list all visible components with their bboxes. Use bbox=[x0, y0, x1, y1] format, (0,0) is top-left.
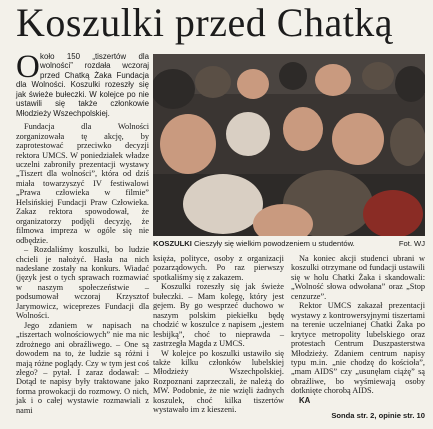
headline: Koszulki przed Chatką bbox=[16, 0, 394, 45]
caption-label: KOSZULKI bbox=[153, 239, 192, 248]
article-photo bbox=[153, 54, 425, 236]
photo-credit: Fot. WJ bbox=[398, 239, 425, 248]
body-paragraph: Fundacja dla Wolności zorganizowała tę akcję, by zaprotestować przeciwko decyzji rektora UMCS. W poniedziałek władze uczelni zabroniły prezentacji wystawy „Tiszert dla wolności”, która od dziś miała towarzyszyć IV festiwalowi „Prawa człowieka w filmie” Helsińskiej Fundacji Praw Człowieka. Zakaz rektora spowodował, że organizatorzy podjęli decyzję, że filmowa impreza w ogóle się nie odbędzie. bbox=[16, 122, 149, 245]
crowd-photo-illustration bbox=[153, 54, 425, 236]
drop-cap: O bbox=[16, 49, 40, 85]
body-paragraph: – Rozdaliśmy koszulki, bo ludzie chcieli je nałożyć. Hasła na nich nadesłane zostały na konkurs. Wiadać (język jest o tych sprawach rozmawiać w naszym społeczeństwie – podsumował wczoraj Krzysztof Jarymowicz, wiceprezes Fundacji dla Wolności. bbox=[16, 245, 149, 321]
body-paragraph: W kolejce po koszulki ustawiło się także kilku członków lubelskiej Młodzieży Wszechpolskiej. Rozpoznani zaprzeczali, że należą do MW. Podobnie, że nie wzięli żadnych koszulek, choć kilka tiszertów wystawało im z kieszeni. bbox=[153, 348, 284, 415]
body-paragraph: Rektor UMCS zakazał prezentacji wystawy z kontrowersyjnymi tiszertami na terenie uczelnianej Chatki Żaka po krytyce metropolity lubelskiego oraz protestach Centrum Duszpasterstwa Młodzieży. Zdaniem centrum napisy typu m.in. „nie chodzę do kościoła”, „mam AIDS” czy „usunęłam ciążę” są obraźliwe, bo wyśmiewają osoby dotknięte chorobą AIDS. bbox=[291, 301, 425, 396]
middle-column bbox=[153, 254, 284, 415]
photo-caption bbox=[153, 238, 425, 249]
left-column bbox=[16, 49, 149, 415]
continuation-note: Sonda str. 2, opinie str. 10 bbox=[331, 411, 425, 420]
lead-line-3: przed Chatką Żaka Fundacja dla Wolności. Koszulki rozeszły się jak świeże bułeczki. W kolejce po nie ustawili się także członkowie Młodzieży Wszechpolskiej. bbox=[16, 70, 149, 118]
body-paragraph: Na koniec akcji studenci ubrani w koszulki otrzymane od fundacji ustawili się w holu Chatki Żaka i skandowali: „Wolność słowa odwołana” oraz „Stop cenzurze”. bbox=[291, 254, 425, 301]
body-paragraph: Jego zdaniem w napisach na „tiszertach wolnościowych” nie ma nic zdrożnego ani obraźliwego. – One są dowodem na to, że ludzie są różni i mają różne poglądy. Czy w tym jest coś złego? – pytał. I zaraz dodawał: – Dotąd te napisy były traktowane jako forma prowokacji do rozmowy. O nich, jak i o całej wystawie rozmawiali z nami bbox=[16, 320, 149, 415]
lead-line-1: koło 150 „tiszertów dla bbox=[40, 52, 149, 61]
right-column bbox=[291, 254, 425, 405]
body-paragraph: Koszulki rozeszły się jak świeże bułeczki. – Mam kolegę, który jest gejem. By go wesprzeć duchowo w naszym polskim piekiełku będę chodzić w koszulce z napisem „jestem lesbijką”, choć to nieprawda – zastrzegła Magda z UMCS. bbox=[153, 282, 284, 349]
lead-line-2: wolności” rozdała wczoraj bbox=[40, 61, 149, 71]
lead-paragraph bbox=[16, 49, 149, 118]
body-paragraph: księża, polityce, osoby z organizacji pozarządowych. Po raz pierwszy spotkaliśmy się z zakazem. bbox=[153, 254, 284, 282]
caption-text: Cieszyły się wielkim powodzeniem u studentów. bbox=[193, 239, 355, 248]
author-signoff: KA bbox=[299, 395, 311, 405]
